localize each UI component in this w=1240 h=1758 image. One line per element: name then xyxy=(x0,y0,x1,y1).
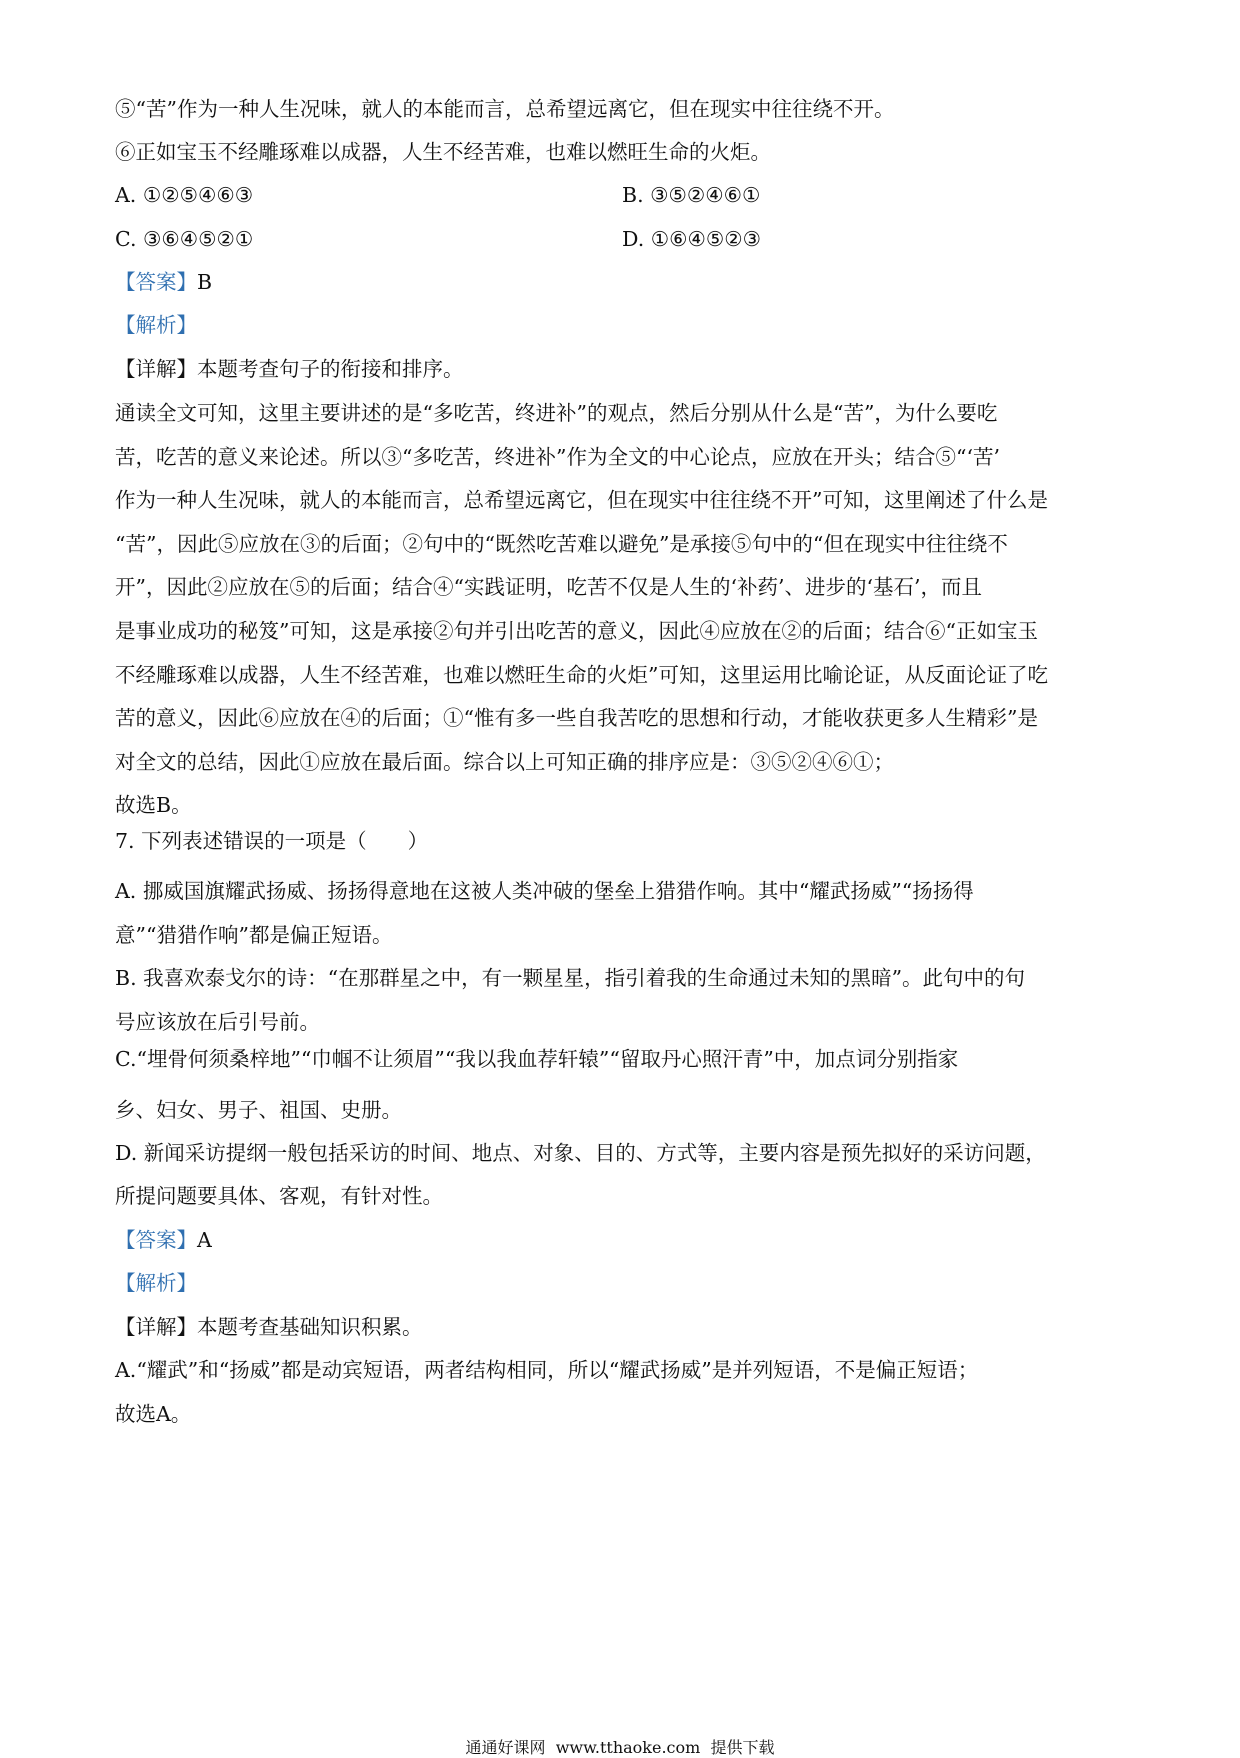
q7-answer-line xyxy=(115,1225,212,1255)
option-c: C. ③⑥④⑤②① xyxy=(115,227,254,251)
explanation-line: 苦的意义，因此⑥应放在④的后面；①“惟有多一些自我苦吃的思想和行动，才能收获更多人生精彩”是 xyxy=(115,706,1038,730)
explanation-line: 通读全文可知，这里主要讲述的是“多吃苦，终进补”的观点，然后分别从什么是“苦”，为什么要吃 xyxy=(115,401,998,425)
footer-url[interactable]: www.tthaoke.com xyxy=(555,1738,701,1757)
q7-option-b-line: B. 我喜欢泰戈尔的诗：“在那群星之中，有一颗星星，指引着我的生命通过未知的黑暗”。此句中的句 xyxy=(115,966,1026,990)
footer-site-name: 通通好课网 xyxy=(465,1738,546,1757)
q7-detail-line xyxy=(115,1312,423,1342)
answer-value: A xyxy=(197,1228,212,1252)
sentence-6: ⑥正如宝玉不经雕琢难以成器，人生不经苦难，也难以燃旺生命的火炬。 xyxy=(115,140,771,164)
analysis-tag: 【解析】 xyxy=(115,313,197,337)
explanation-line: 开”，因此②应放在⑤的后面；结合④“实践证明，吃苦不仅是人生的‘补药’、进步的‘基石’，而且 xyxy=(115,575,983,599)
detail-tag: 【详解】 xyxy=(115,357,197,381)
q7-conclusion-line: 故选A。 xyxy=(115,1402,192,1426)
explanation-line: 作为一种人生况味，就人的本能而言，总希望远离它，但在现实中往往绕不开”可知，这里阐述了什么是 xyxy=(115,488,1048,512)
analysis-tag: 【解析】 xyxy=(115,1271,197,1295)
answer-tag: 【答案】 xyxy=(115,270,197,294)
explanation-line: 不经雕琢难以成器，人生不经苦难，也难以燃旺生命的火炬”可知，这里运用比喻论证，从反面论证了吃 xyxy=(115,663,1048,687)
answer-value: B xyxy=(197,270,213,294)
analysis-line xyxy=(115,310,197,340)
q7-option-d-line: D. 新闻采访提纲一般包括采访的时间、地点、对象、目的、方式等，主要内容是预先拟好的采访问题， xyxy=(115,1141,1046,1165)
sentence-5: ⑤“苦”作为一种人生况味，就人的本能而言，总希望远离它，但在现实中往往绕不开。 xyxy=(115,97,895,121)
question-7-stem: 7. 下列表述错误的一项是（ ） xyxy=(115,829,429,853)
option-b: B. ③⑤②④⑥① xyxy=(622,183,761,207)
option-a: A. ①②⑤④⑥③ xyxy=(115,183,254,207)
detail-intro: 本题考查基础知识积累。 xyxy=(197,1315,423,1339)
q7-option-a-line: 意”“猎猎作响”都是偏正短语。 xyxy=(115,923,393,947)
option-d: D. ①⑥④⑤②③ xyxy=(622,227,762,251)
footer xyxy=(0,1738,1240,1758)
footer-suffix: 提供下载 xyxy=(710,1738,775,1757)
answer-line xyxy=(115,267,212,297)
explanation-line: “苦”，因此⑤应放在③的后面；②句中的“既然吃苦难以避免”是承接⑤句中的“但在现实中往往绕不 xyxy=(115,532,1008,556)
detail-tag: 【详解】 xyxy=(115,1315,197,1339)
q7-explanation-line: A.“耀武”和“扬威”都是动宾短语，两者结构相同，所以“耀武扬威”是并列短语，不是偏正短语； xyxy=(115,1358,979,1382)
q7-option-b-line: 号应该放在后引号前。 xyxy=(115,1010,320,1034)
detail-intro: 本题考查句子的衔接和排序。 xyxy=(197,357,464,381)
explanation-line: 对全文的总结，因此①应放在最后面。综合以上可知正确的排序应是：③⑤②④⑥①； xyxy=(115,750,894,774)
answer-tag: 【答案】 xyxy=(115,1228,197,1252)
detail-line xyxy=(115,354,464,384)
conclusion-line: 故选B。 xyxy=(115,793,192,817)
explanation-line: 是事业成功的秘笈”可知，这是承接②句并引出吃苦的意义，因此④应放在②的后面；结合⑥“正如宝玉 xyxy=(115,619,1038,643)
q7-option-a-line: A. 挪威国旗耀武扬威、扬扬得意地在这被人类冲破的堡垒上猎猎作响。其中“耀武扬威”“扬扬得 xyxy=(115,879,974,903)
q7-option-c-line: 乡、妇女、男子、祖国、史册。 xyxy=(115,1098,402,1122)
q7-option-c-line: C.“埋骨何须桑梓地”“巾帼不让须眉”“我以我血荐轩辕”“留取丹心照汗青”中，加点词分别指家 xyxy=(115,1047,959,1071)
explanation-line: 苦，吃苦的意义来论述。所以③“多吃苦，终进补”作为全文的中心论点，应放在开头；结合⑤“‘苦’ xyxy=(115,445,1000,469)
q7-analysis-line xyxy=(115,1268,197,1298)
q7-option-d-line: 所提问题要具体、客观，有针对性。 xyxy=(115,1184,443,1208)
